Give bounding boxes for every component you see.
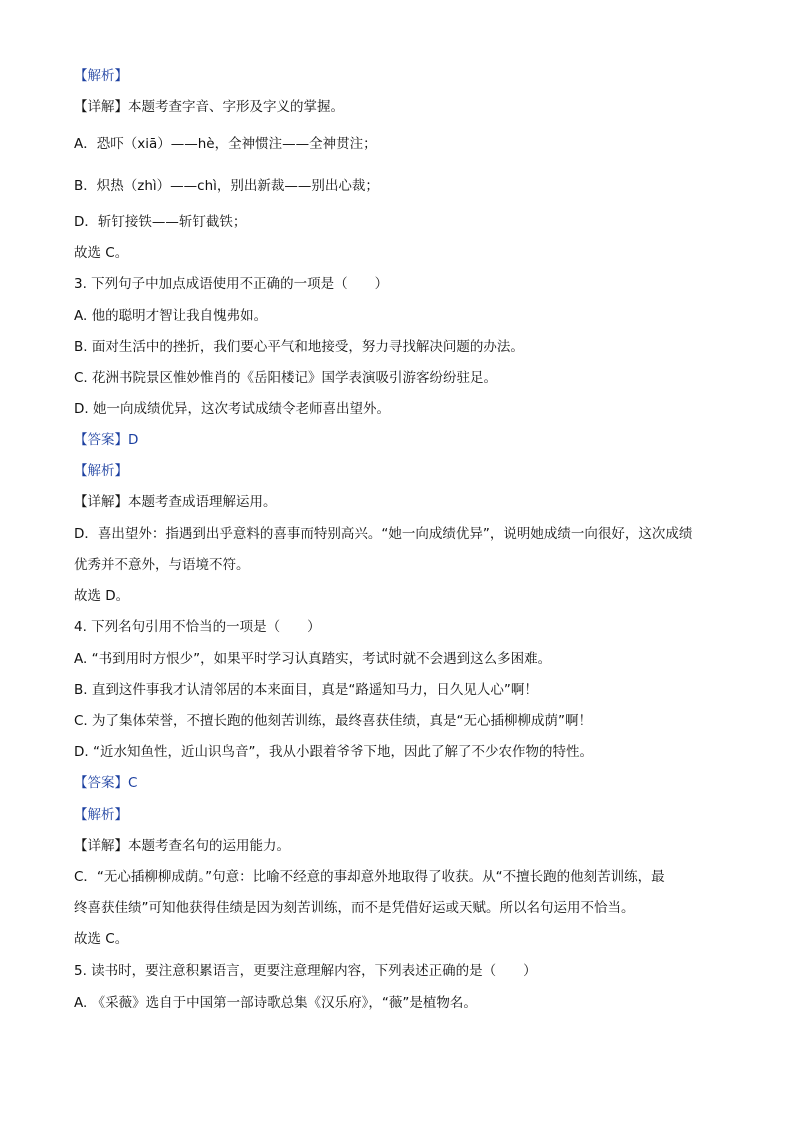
question-3-option-b: B. 面对生活中的挫折，我们要心平气和地接受，努力寻找解决问题的办法。 — [74, 339, 524, 355]
analysis-heading: 【解析】 — [74, 807, 128, 823]
explanation-line: 优秀并不意外，与语境不符。 — [74, 557, 250, 573]
question-3: 3. 下列句子中加点成语使用不正确的一项是（ ） — [74, 276, 389, 292]
question-5-option-a: A. 《采薇》选自于中国第一部诗歌总集《汉乐府》，“薇”是植物名。 — [74, 995, 477, 1011]
detail-line: 【详解】本题考查名句的运用能力。 — [74, 838, 290, 854]
question-4: 4. 下列名句引用不恰当的一项是（ ） — [74, 619, 321, 635]
answer-choice-line: 故选 C。 — [74, 931, 129, 947]
question-3-option-d: D. 她一向成绩优异，这次考试成绩令老师喜出望外。 — [74, 401, 390, 417]
option-line: A．恐吓（xiā）——hè，全神惯注——全神贯注； — [74, 136, 377, 152]
question-4-option-c: C. 为了集体荣誉，不擅长跑的他刻苦训练，最终喜获佳绩，真是“无心插柳柳成荫”啊！ — [74, 713, 592, 729]
explanation-line: 终喜获佳绩”可知他获得佳绩是因为刻苦训练，而不是凭借好运或天赋。所以名句运用不恰当。 — [74, 900, 635, 916]
answer-heading: 【答案】D — [74, 432, 139, 448]
answer-choice-line: 故选 C。 — [74, 245, 129, 261]
answer-heading: 【答案】C — [74, 775, 138, 791]
option-line: B．炽热（zhì）——chì，别出新裁——别出心裁； — [74, 178, 379, 194]
question-5: 5. 读书时，要注意积累语言，更要注意理解内容，下列表述正确的是（ ） — [74, 963, 537, 979]
explanation-line: C．“无心插柳柳成荫。”句意：比喻不经意的事却意外地取得了收获。从“不擅长跑的他刻苦训练，最 — [74, 869, 665, 885]
analysis-heading: 【解析】 — [74, 463, 128, 479]
option-line: D．斩钉接铁——斩钉截铁； — [74, 214, 247, 230]
question-4-option-d: D. “近水知鱼性，近山识鸟音”，我从小跟着爷爷下地，因此了解了不少农作物的特性。 — [74, 744, 593, 760]
question-3-option-c: C. 花洲书院景区惟妙惟肖的《岳阳楼记》国学表演吸引游客纷纷驻足。 — [74, 370, 498, 386]
question-4-option-a: A. “书到用时方恨少”，如果平时学习认真踏实，考试时就不会遇到这么多困难。 — [74, 651, 552, 667]
answer-choice-line: 故选 D。 — [74, 588, 130, 604]
explanation-line: D．喜出望外：指遇到出乎意料的喜事而特别高兴。“她一向成绩优异”，说明她成绩一向很好，这次成绩 — [74, 526, 693, 542]
detail-line: 【详解】本题考查成语理解运用。 — [74, 494, 277, 510]
question-4-option-b: B. 直到这件事我才认清邻居的本来面目，真是“路遥知马力，日久见人心”啊！ — [74, 682, 538, 698]
detail-line: 【详解】本题考查字音、字形及字义的掌握。 — [74, 99, 344, 115]
question-3-option-a: A. 他的聪明才智让我自愧弗如。 — [74, 308, 268, 324]
analysis-heading: 【解析】 — [74, 68, 128, 84]
